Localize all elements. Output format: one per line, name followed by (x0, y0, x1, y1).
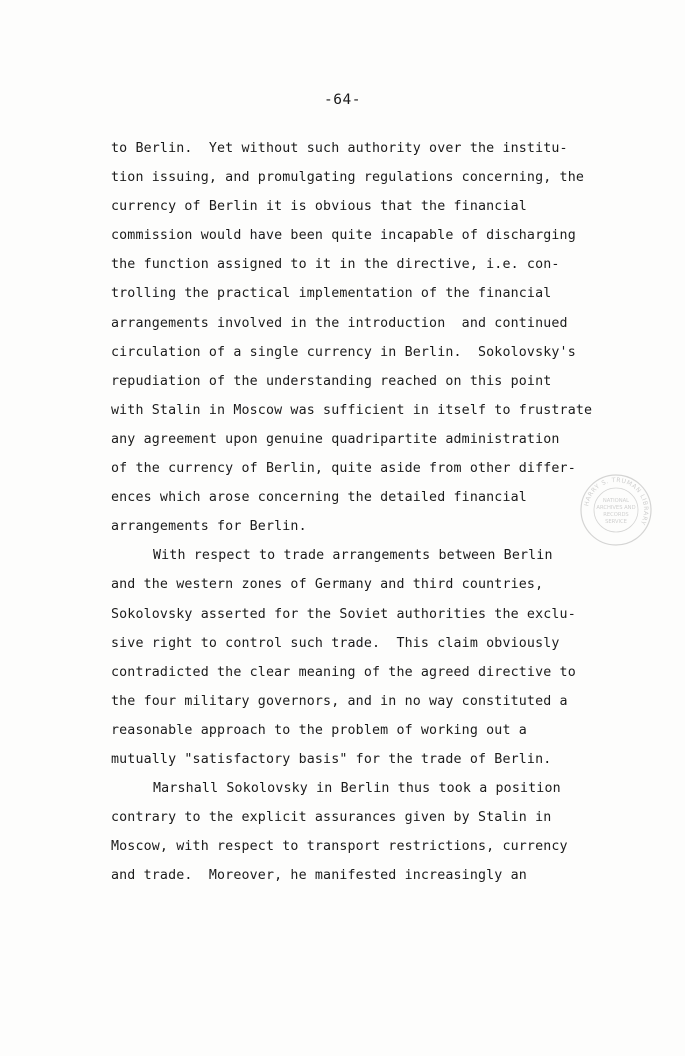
text-line: contradicted the clear meaning of the agreed directive to (111, 664, 576, 680)
text-line: with Stalin in Moscow was sufficient in itself to frustrate (111, 402, 593, 418)
text-line: contrary to the explicit assurances given by Stalin in (111, 810, 552, 826)
text-line: Sokolovsky asserted for the Soviet authorities the exclu- (111, 606, 576, 622)
body-text (111, 134, 651, 890)
text-line: of the currency of Berlin, quite aside from other differ- (111, 461, 576, 477)
stamp-line: RECORDS (603, 512, 629, 518)
text-line: mutually "satisfactory basis" for the trade of Berlin. (111, 751, 552, 767)
text-line: arrangements for Berlin. (111, 519, 307, 535)
text-line: and trade. Moreover, he manifested increasingly an (111, 868, 527, 884)
text-line: the function assigned to it in the directive, i.e. con- (111, 257, 560, 273)
stamp-line: NATIONAL (602, 498, 630, 504)
text-line: With respect to trade arrangements between Berlin (153, 548, 553, 564)
text-line: currency of Berlin it is obvious that the financial (111, 199, 527, 215)
text-line: ences which arose concerning the detailed financial (111, 490, 527, 506)
text-line: any agreement upon genuine quadripartite administration (111, 431, 560, 447)
text-line: to Berlin. Yet without such authority over the institu- (111, 141, 568, 156)
text-line: Marshall Sokolovsky in Berlin thus took a position (153, 781, 561, 797)
text-line: repudiation of the understanding reached on this point (111, 373, 552, 389)
stamp-ring-text: HARRY S. TRUMAN LIBRARY (583, 476, 650, 527)
archives-seal-icon (578, 472, 654, 548)
page-number: -64- (324, 92, 361, 108)
stamp-line: ARCHIVES AND (596, 505, 636, 511)
text-line: circulation of a single currency in Berlin. Sokolovsky's (111, 344, 576, 360)
text-line: trolling the practical implementation of the financial (111, 286, 552, 302)
text-line: the four military governors, and in no way constituted a (111, 693, 568, 709)
text-line: commission would have been quite incapable of discharging (111, 228, 576, 244)
text-line: arrangements involved in the introduction and continued (111, 315, 568, 331)
text-line: sive right to control such trade. This claim obviously (111, 635, 560, 651)
stamp-line: SERVICE (605, 519, 627, 525)
text-line: Moscow, with respect to transport restrictions, currency (111, 839, 568, 855)
text-line: reasonable approach to the problem of working out a (111, 722, 527, 738)
text-line: and the western zones of Germany and third countries, (111, 577, 544, 593)
text-line: tion issuing, and promulgating regulations concerning, the (111, 170, 585, 186)
